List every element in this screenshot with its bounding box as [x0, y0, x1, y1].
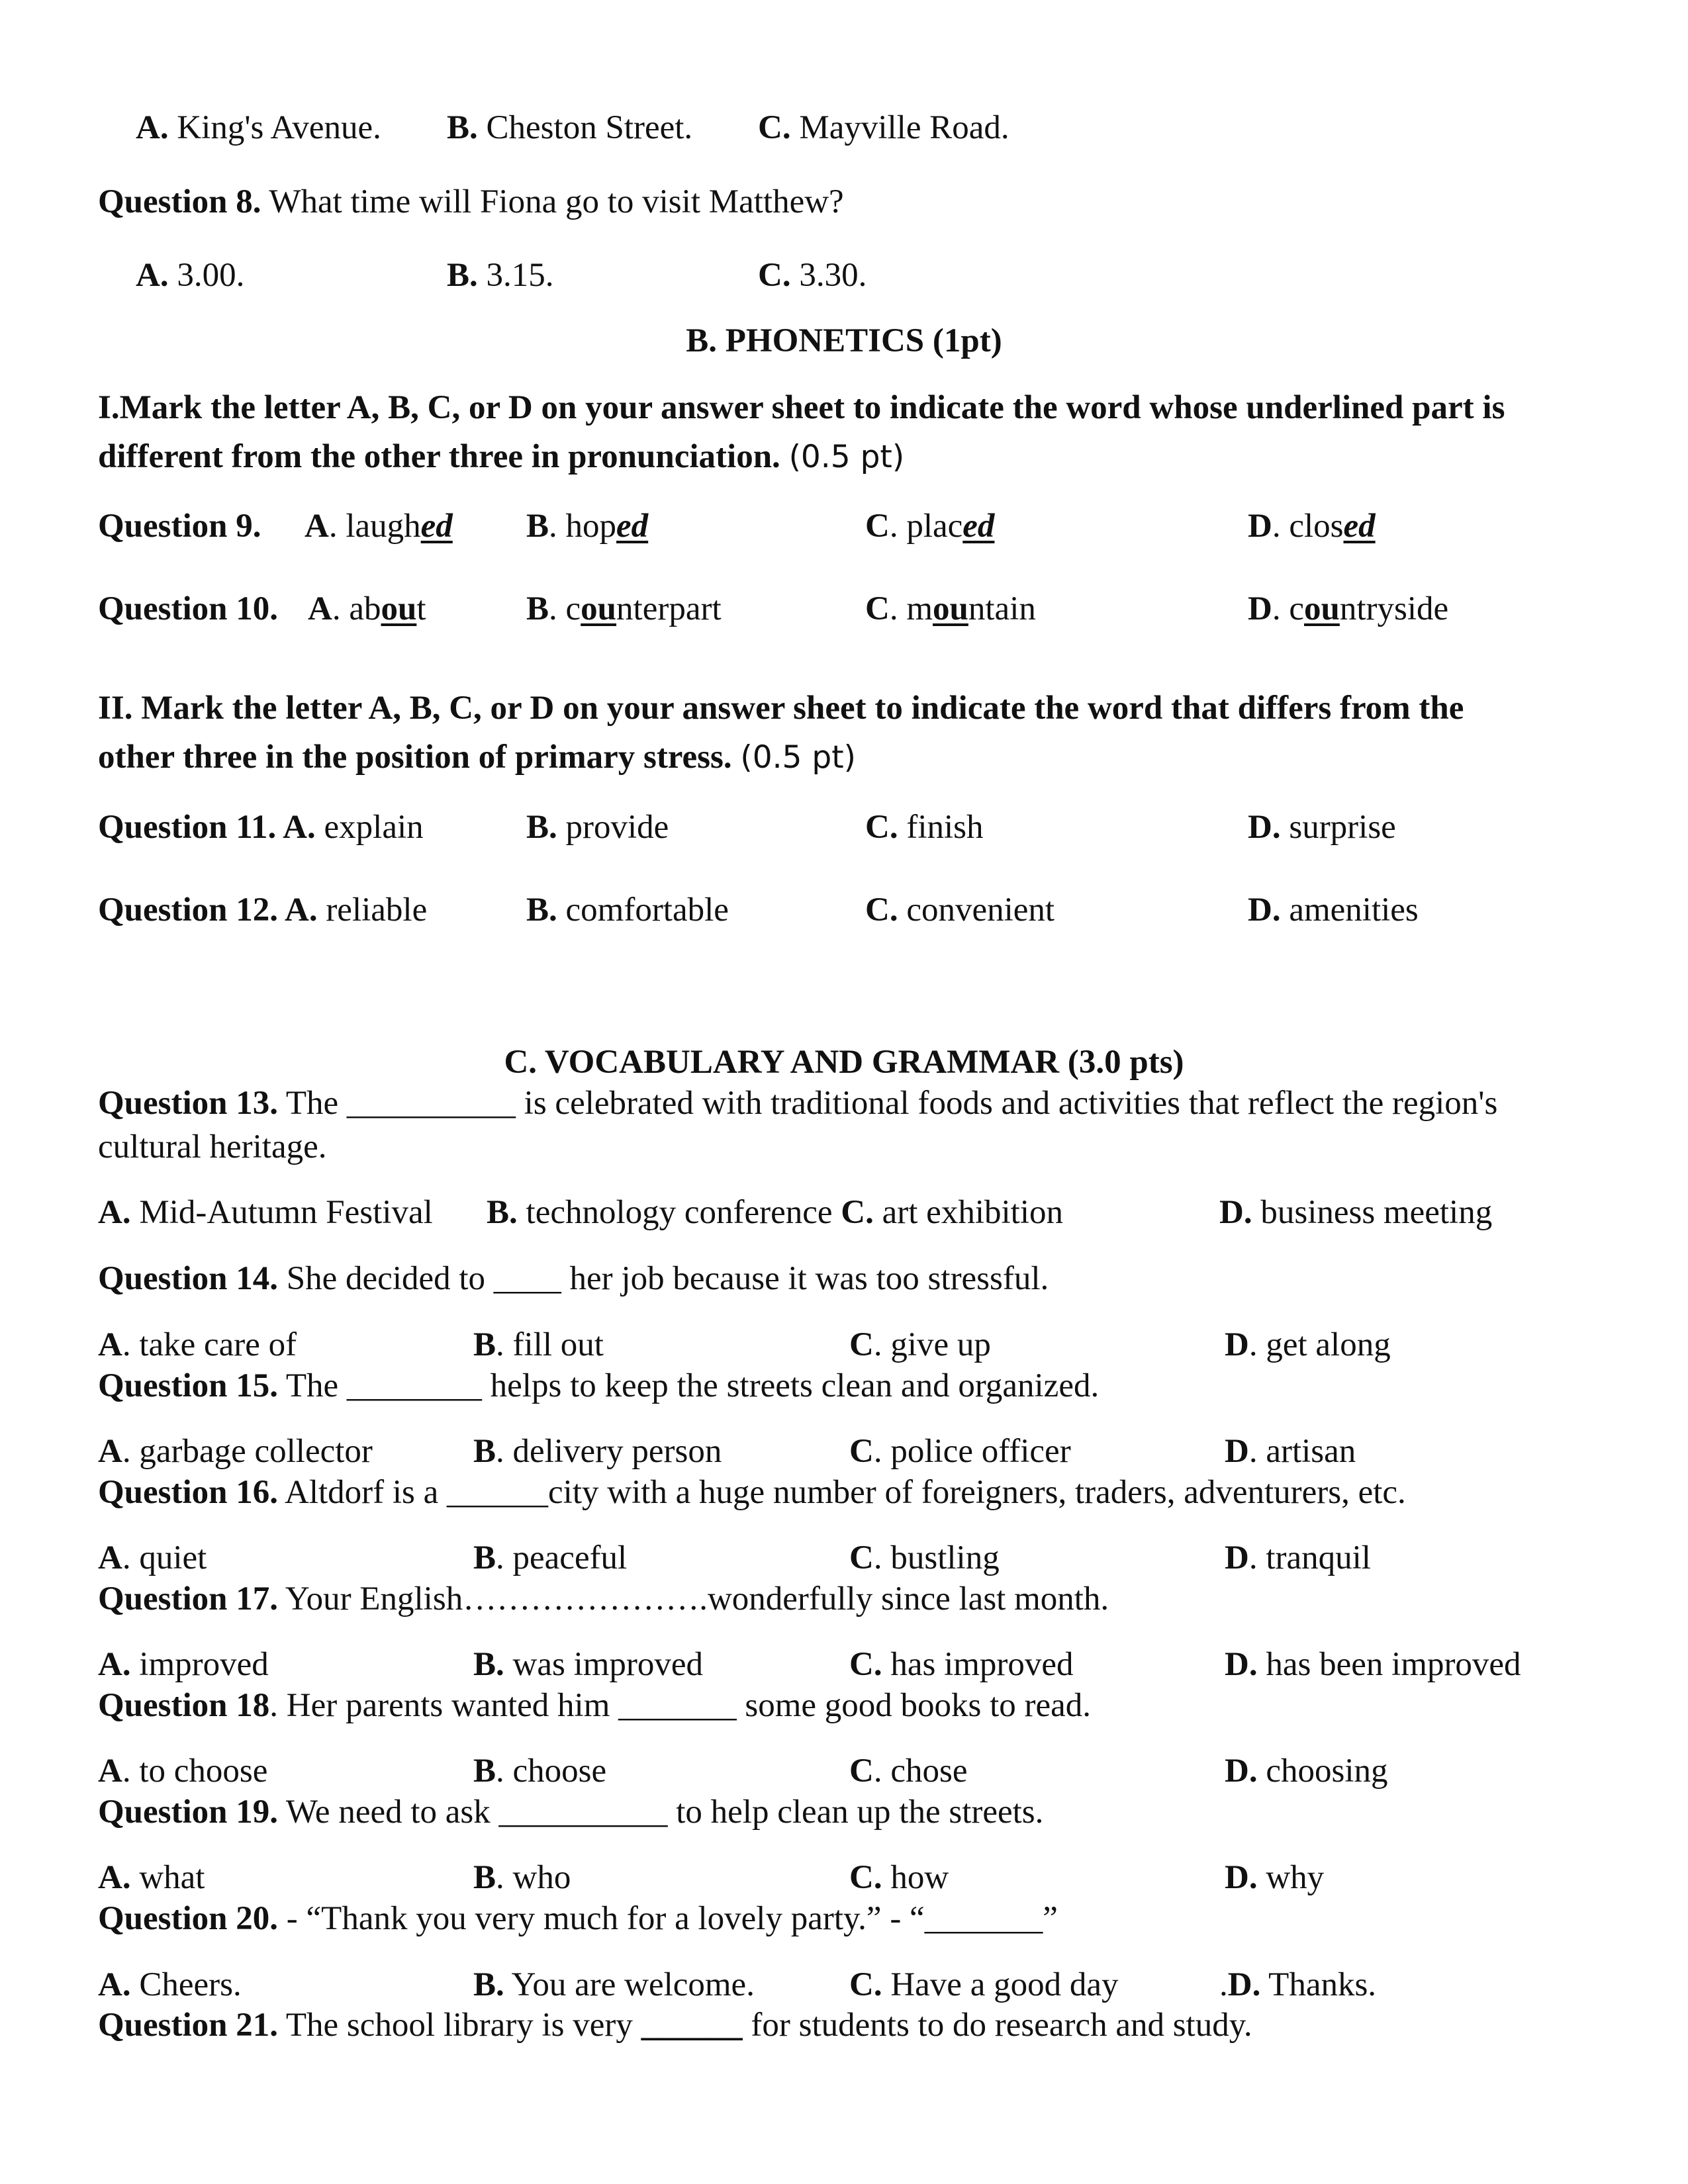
q19-option-b: B. who [473, 1859, 571, 1896]
q15-option-c: C. police officer [849, 1433, 1071, 1470]
q11-option-d: D. surprise [1248, 809, 1396, 846]
q18-option-a: A. to choose [98, 1752, 268, 1790]
part1-instruction-line1: I.Mark the letter A, B, C, or D on your answer sheet to indicate the word whose underlined part is [98, 389, 1505, 426]
q16-stem: Question 16. Altdorf is a ______city with a huge number of foreigners, traders, adventurers, etc. [98, 1474, 1406, 1511]
section-b-title: B. PHONETICS (1pt) [686, 322, 1002, 359]
q13-option-a: A. Mid-Autumn Festival [98, 1194, 433, 1231]
q18-option-c: C. chose [849, 1752, 968, 1790]
q10-option-a: A. about [308, 590, 426, 627]
q10-option-d: D. countryside [1248, 590, 1449, 627]
q12-option-b: B. comfortable [526, 891, 729, 929]
q17-option-d: D. has been improved [1225, 1646, 1521, 1683]
q10-label: Question 10. [98, 590, 279, 627]
q16-option-a: A. quiet [98, 1539, 207, 1576]
q15-option-a: A. garbage collector [98, 1433, 373, 1470]
q20-option-d: .D. Thanks. [1219, 1966, 1377, 2003]
q13-stem-line2: cultural heritage. [98, 1128, 327, 1165]
q7-option-a: A. King's Avenue. [136, 109, 381, 146]
q7-option-c: C. Mayville Road. [758, 109, 1009, 146]
q17-option-b: B. was improved [473, 1646, 704, 1683]
q11-option-b: B. provide [526, 809, 669, 846]
q16-option-d: D. tranquil [1225, 1539, 1371, 1576]
q9-option-b: B. hoped [526, 508, 649, 545]
q10-option-b: B. counterpart [526, 590, 722, 627]
q19-option-d: D. why [1225, 1859, 1325, 1896]
q8-option-c: C. 3.30. [758, 257, 867, 294]
q8-stem: Question 8. What time will Fiona go to visit Matthew? [98, 183, 844, 220]
q19-option-c: C. how [849, 1859, 949, 1896]
q17-option-a: A. improved [98, 1646, 269, 1683]
q13-option-d: D. business meeting [1219, 1194, 1493, 1231]
q9-label: Question 9. [98, 508, 261, 545]
q20-stem: Question 20. - “Thank you very much for a lovely party.” - “_______” [98, 1900, 1058, 1937]
q12-option-d: D. amenities [1248, 891, 1419, 929]
q7-option-b: B. Cheston Street. [447, 109, 693, 146]
part1-instruction-line2: different from the other three in pronunciation. (0.5 pt) [98, 438, 905, 475]
q9-option-d: D. closed [1248, 508, 1376, 545]
q10-option-c: C. mountain [865, 590, 1036, 627]
q17-option-c: C. has improved [849, 1646, 1074, 1683]
q20-option-c: C. Have a good day [849, 1966, 1119, 2003]
q20-option-a: A. Cheers. [98, 1966, 242, 2003]
q12-option-a: Question 12. A. reliable [98, 891, 428, 929]
q16-option-b: B. peaceful [473, 1539, 628, 1576]
q13-option-b: B. technology conference C. art exhibition [487, 1194, 1063, 1231]
q9-option-a: A. laughed [305, 508, 453, 545]
q16-option-c: C. bustling [849, 1539, 1000, 1576]
q14-option-a: A. take care of [98, 1326, 297, 1363]
section-c-title: C. VOCABULARY AND GRAMMAR (3.0 pts) [504, 1044, 1184, 1081]
q15-option-b: B. delivery person [473, 1433, 722, 1470]
part2-instruction-line1: II. Mark the letter A, B, C, or D on your answer sheet to indicate the word that differs from the [98, 690, 1464, 727]
q21-stem: Question 21. The school library is very ______ for students to do research and study. [98, 2007, 1252, 2044]
q14-option-d: D. get along [1225, 1326, 1391, 1363]
q15-stem: Question 15. The ________ helps to keep the streets clean and organized. [98, 1367, 1100, 1404]
q18-option-d: D. choosing [1225, 1752, 1388, 1790]
q14-option-c: C. give up [849, 1326, 991, 1363]
part2-instruction-line2: other three in the position of primary stress. (0.5 pt) [98, 739, 856, 776]
q8-option-b: B. 3.15. [447, 257, 554, 294]
q13-stem-line1: Question 13. The __________ is celebrated with traditional foods and activities that reflect the region's [98, 1085, 1498, 1122]
q9-option-c: C. placed [865, 508, 995, 545]
q12-option-c: C. convenient [865, 891, 1055, 929]
q14-option-b: B. fill out [473, 1326, 604, 1363]
q18-stem: Question 18. Her parents wanted him _______ some good books to read. [98, 1687, 1092, 1724]
q20-option-b: B. You are welcome. [473, 1966, 755, 2003]
q11-option-a: Question 11. A. explain [98, 809, 424, 846]
q14-stem: Question 14. She decided to ____ her job because it was too stressful. [98, 1260, 1049, 1297]
q15-option-d: D. artisan [1225, 1433, 1356, 1470]
q8-option-a: A. 3.00. [136, 257, 245, 294]
q11-option-c: C. finish [865, 809, 984, 846]
q19-option-a: A. what [98, 1859, 205, 1896]
q18-option-b: B. choose [473, 1752, 607, 1790]
q19-stem: Question 19. We need to ask __________ to help clean up the streets. [98, 1794, 1044, 1831]
q17-stem: Question 17. Your English………………….wonderfully since last month. [98, 1580, 1109, 1617]
